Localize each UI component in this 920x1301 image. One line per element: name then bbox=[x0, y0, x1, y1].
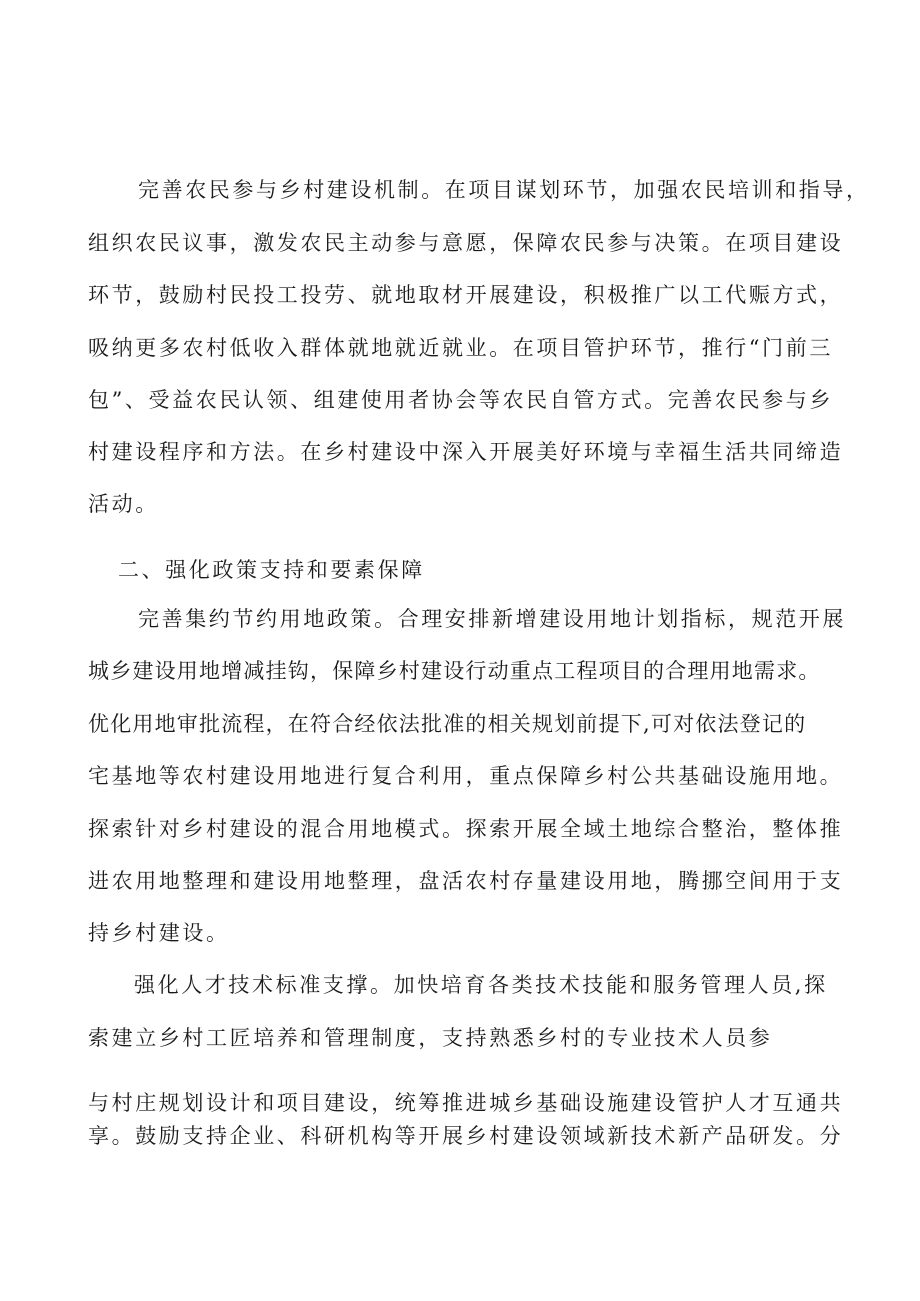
text-line: 进农用地整理和建设用地整理，盘活农村存量建设用地，腾挪空间用于支 bbox=[88, 869, 844, 893]
text-line: 村建设程序和方法。在乡村建设中深入开展美好环境与幸福生活共同缔造 bbox=[88, 440, 844, 464]
text-line: 吸纳更多农村低收入群体就地就近就业。在项目管护环节，推行“门前三 bbox=[88, 336, 833, 360]
text-line: 活动。 bbox=[88, 492, 159, 516]
text-line: 优化用地审批流程，在符合经依法批准的相关规划前提下,可对依法登记的 bbox=[88, 712, 807, 736]
text-line: 完善集约节约用地政策。合理安排新增建设用地计划指标，规范开展 bbox=[138, 607, 846, 631]
text-line: 包”、受益农民认领、组建使用者协会等农民自管方式。完善农民参与乡 bbox=[88, 388, 833, 412]
text-line: 环节，鼓励村民投工投劳、就地取材开展建设，积极推广以工代赈方式， bbox=[88, 283, 844, 307]
text-line: 完善农民参与乡村建设机制。在项目谋划环节，加强农民培训和指导， bbox=[138, 178, 870, 202]
text-line: 探索针对乡村建设的混合用地模式。探索开展全域土地综合整治，整体推 bbox=[88, 817, 844, 841]
section-heading: 二、强化政策支持和要素保障 bbox=[118, 558, 425, 582]
text-line: 享。鼓励支持企业、科研机构等开展乡村建设领域新技术新产品研发。分 bbox=[88, 1124, 844, 1148]
text-line: 强化人才技术标准支撑。加快培育各类技术技能和服务管理人员,探 bbox=[134, 973, 828, 997]
text-line: 索建立乡村工匠培养和管理制度，支持熟悉乡村的专业技术人员参 bbox=[88, 1026, 773, 1050]
text-line: 与村庄规划设计和项目建设，统筹推进城乡基础设施建设管护人才互通共 bbox=[88, 1091, 844, 1115]
text-line: 城乡建设用地增减挂钩，保障乡村建设行动重点工程项目的合理用地需求。 bbox=[88, 659, 821, 683]
text-line: 宅基地等农村建设用地进行复合利用，重点保障乡村公共基础设施用地。 bbox=[88, 764, 844, 788]
text-line: 持乡村建设。 bbox=[88, 921, 230, 945]
text-line: 组织农民议事，激发农民主动参与意愿，保障农民参与决策。在项目建设 bbox=[88, 231, 844, 255]
